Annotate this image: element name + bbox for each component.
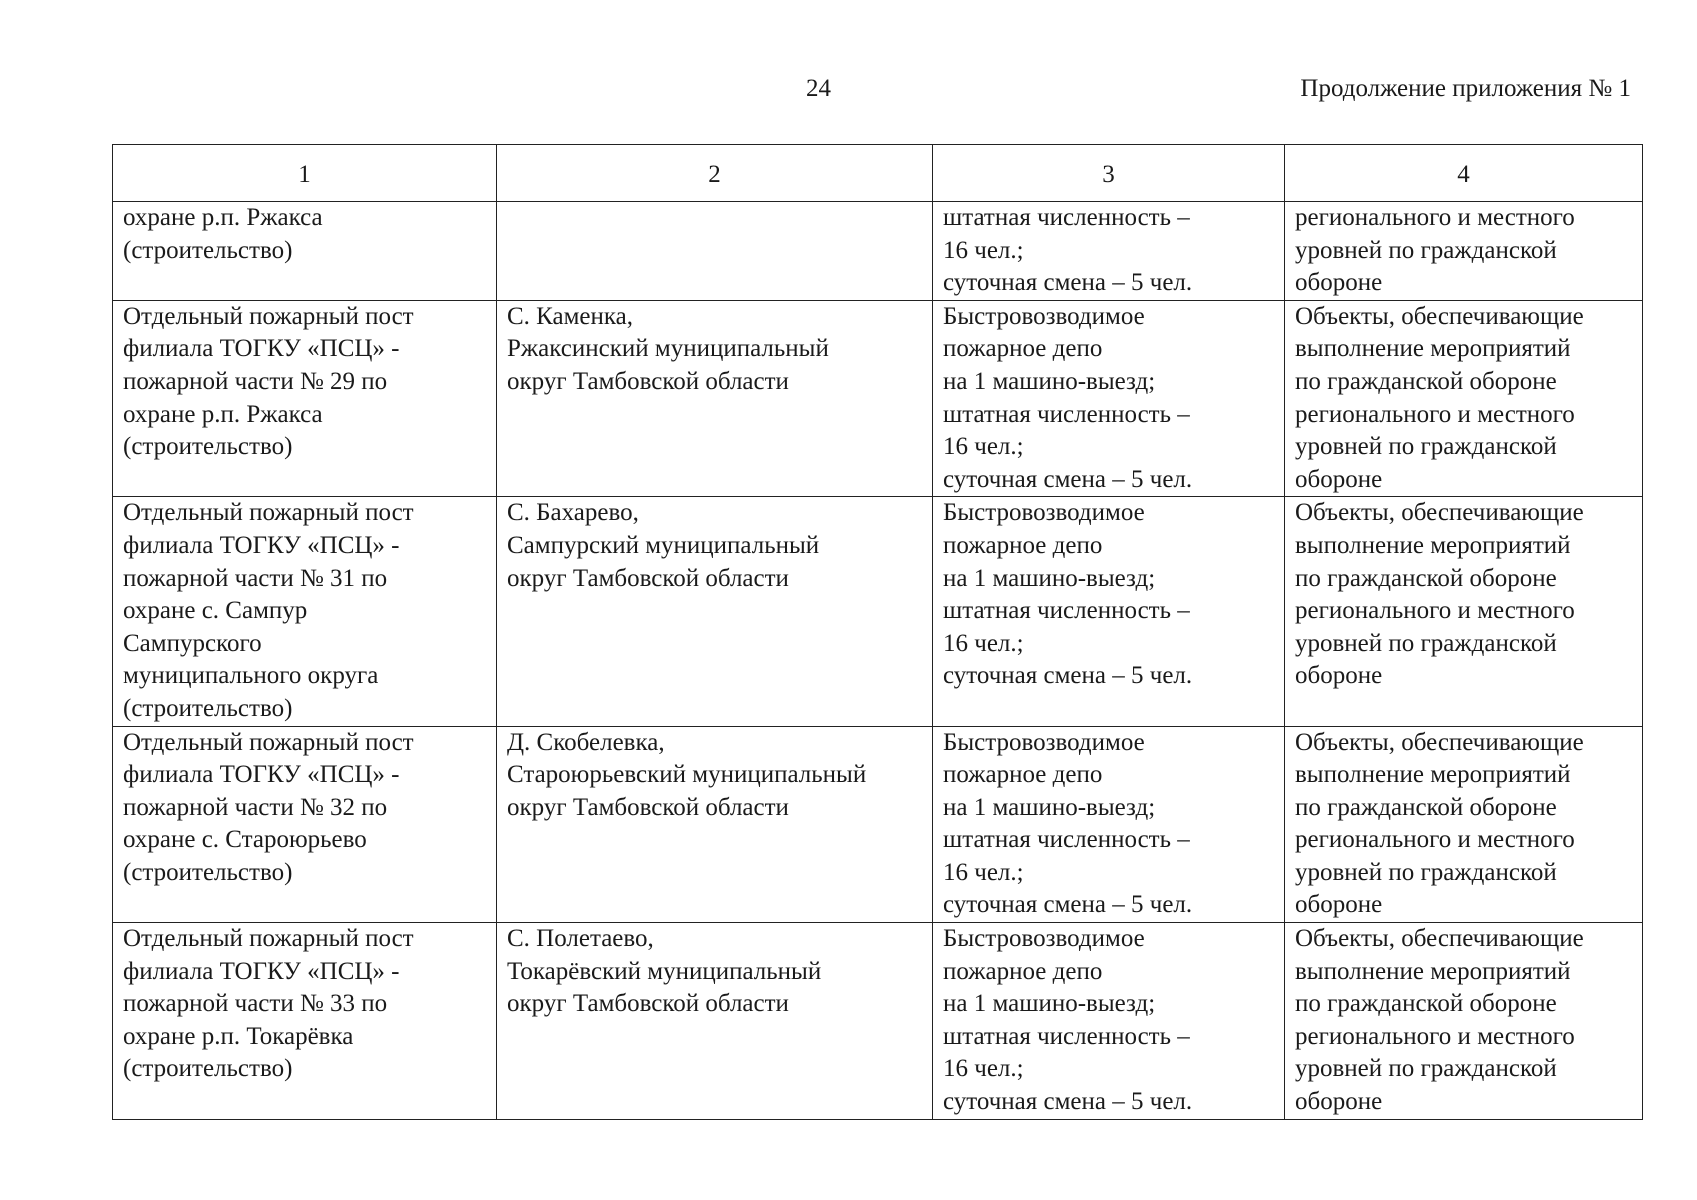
page-number: 24 — [806, 75, 831, 102]
cell-text-line: Объекты, обеспечивающие — [1295, 302, 1584, 330]
cell-text-line: выполнение мероприятий — [1295, 335, 1571, 363]
location-cell — [497, 726, 933, 923]
cell-text-line: выполнение мероприятий — [1295, 761, 1571, 789]
cell-text-line: на 1 машино-выезд; — [943, 367, 1156, 395]
purpose-cell — [1285, 497, 1643, 726]
cell-text-line: охране р.п. Токарёвка — [123, 1022, 354, 1050]
cell-text-line: обороне — [1295, 1088, 1383, 1116]
cell-text-line: (строительство) — [123, 433, 293, 461]
cell-text-line: (строительство) — [123, 1055, 293, 1083]
cell-text-line: штатная численность – — [943, 1022, 1190, 1050]
cell-text-line: Быстровозводимое — [943, 499, 1145, 527]
cell-text-line: Объекты, обеспечивающие — [1295, 925, 1584, 953]
cell-text-line: регионального и местного — [1295, 826, 1575, 854]
table-header-row — [113, 145, 1643, 202]
cell-text-line: С. Полетаево, — [507, 925, 654, 953]
cell-text-line: Объекты, обеспечивающие — [1295, 499, 1584, 527]
cell-text-line: Токарёвский муниципальный — [507, 957, 822, 985]
facility-cell — [113, 202, 497, 301]
cell-text-line: регионального и местного — [1295, 597, 1575, 625]
cell-text-line: выполнение мероприятий — [1295, 531, 1571, 559]
specification-cell — [933, 497, 1285, 726]
cell-text-line: по гражданской обороне — [1295, 793, 1557, 821]
cell-text-line: регионального и местного — [1295, 204, 1575, 231]
cell-text-line: Староюрьевский муниципальный — [507, 761, 867, 789]
cell-text-line: охране р.п. Ржакса — [123, 400, 323, 428]
cell-text-line: пожарной части № 29 по — [123, 367, 388, 395]
cell-text-line: С. Каменка, — [507, 302, 634, 330]
location-cell — [497, 300, 933, 497]
cell-text-line: филиала ТОГКУ «ПСЦ» - — [123, 761, 400, 789]
cell-text-line: уровней по гражданской — [1295, 629, 1557, 657]
cell-text-line: обороне — [1295, 662, 1383, 690]
cell-text-line: 16 чел.; — [943, 433, 1024, 461]
location-cell — [497, 923, 933, 1120]
table-body — [113, 202, 1643, 1120]
column-header-3: 3 — [933, 145, 1285, 202]
cell-text-line: 16 чел.; — [943, 858, 1024, 886]
facility-cell — [113, 300, 497, 497]
purpose-cell — [1285, 923, 1643, 1120]
cell-text-line: Отдельный пожарный пост — [123, 302, 414, 330]
cell-text-line: 16 чел.; — [943, 236, 1024, 264]
cell-text-line: уровней по гражданской — [1295, 858, 1557, 886]
cell-text-line: Отдельный пожарный пост — [123, 925, 414, 953]
cell-text-line: обороне — [1295, 269, 1383, 297]
continuation-caption: Продолжение приложения № 1 — [1300, 75, 1631, 102]
cell-text-line: пожарное депо — [943, 335, 1103, 363]
cell-text-line: Отдельный пожарный пост — [123, 728, 414, 756]
cell-text-line: пожарной части № 33 по — [123, 990, 388, 1018]
column-header-1: 1 — [113, 145, 497, 202]
cell-text-line: суточная смена – 5 чел. — [943, 662, 1193, 690]
table-row — [113, 300, 1643, 497]
cell-text-line: штатная численность – — [943, 204, 1190, 231]
cell-text-line: округ Тамбовской области — [507, 564, 789, 592]
purpose-cell — [1285, 202, 1643, 301]
cell-text-line: регионального и местного — [1295, 1022, 1575, 1050]
cell-text-line: на 1 машино-выезд; — [943, 564, 1156, 592]
location-cell — [497, 202, 933, 301]
cell-text-line: по гражданской обороне — [1295, 990, 1557, 1018]
cell-text-line: штатная численность – — [943, 826, 1190, 854]
table-row — [113, 726, 1643, 923]
cell-text-line: суточная смена – 5 чел. — [943, 891, 1193, 919]
cell-text-line: обороне — [1295, 891, 1383, 919]
cell-text-line: пожарное депо — [943, 761, 1103, 789]
cell-text-line: суточная смена – 5 чел. — [943, 465, 1193, 493]
cell-text-line: 16 чел.; — [943, 1055, 1024, 1083]
cell-text-line: филиала ТОГКУ «ПСЦ» - — [123, 335, 400, 363]
cell-text-line: на 1 машино-выезд; — [943, 793, 1156, 821]
cell-text-line: Д. Скобелевка, — [507, 728, 665, 756]
cell-text-line: уровней по гражданской — [1295, 433, 1557, 461]
cell-text-line: Отдельный пожарный пост — [123, 499, 414, 527]
table-row — [113, 923, 1643, 1120]
cell-text-line: округ Тамбовской области — [507, 990, 789, 1018]
location-cell — [497, 497, 933, 726]
cell-text-line: Сампурский муниципальный — [507, 531, 820, 559]
cell-text-line: округ Тамбовской области — [507, 793, 789, 821]
column-header-2: 2 — [497, 145, 933, 202]
table-row — [113, 497, 1643, 726]
cell-text-line: пожарной части № 32 по — [123, 793, 388, 821]
cell-text-line: округ Тамбовской области — [507, 367, 789, 395]
cell-text-line: (строительство) — [123, 858, 293, 886]
cell-text-line: пожарное депо — [943, 957, 1103, 985]
specification-cell — [933, 300, 1285, 497]
specification-cell — [933, 202, 1285, 301]
cell-text-line: охране р.п. Ржакса — [123, 204, 323, 231]
facility-cell — [113, 726, 497, 923]
table-row — [113, 202, 1643, 301]
cell-text-line: муниципального округа — [123, 662, 379, 690]
cell-text-line: пожарное депо — [943, 531, 1103, 559]
specification-cell — [933, 923, 1285, 1120]
cell-text-line: суточная смена – 5 чел. — [943, 1088, 1193, 1116]
cell-text-line: выполнение мероприятий — [1295, 957, 1571, 985]
purpose-cell — [1285, 726, 1643, 923]
cell-text-line: 16 чел.; — [943, 629, 1024, 657]
cell-text-line: регионального и местного — [1295, 400, 1575, 428]
cell-text-line: штатная численность – — [943, 597, 1190, 625]
purpose-cell — [1285, 300, 1643, 497]
cell-text-line: штатная численность – — [943, 400, 1190, 428]
cell-text-line: филиала ТОГКУ «ПСЦ» - — [123, 531, 400, 559]
facility-cell — [113, 923, 497, 1120]
appendix-table — [112, 144, 1643, 1120]
cell-text-line: по гражданской обороне — [1295, 367, 1557, 395]
cell-text-line: филиала ТОГКУ «ПСЦ» - — [123, 957, 400, 985]
cell-text-line: охране с. Староюрьево — [123, 826, 367, 854]
cell-text-line: на 1 машино-выезд; — [943, 990, 1156, 1018]
cell-text-line: Быстровозводимое — [943, 728, 1145, 756]
cell-text-line: Объекты, обеспечивающие — [1295, 728, 1584, 756]
cell-text-line: уровней по гражданской — [1295, 236, 1557, 264]
cell-text-line: охране с. Сампур — [123, 597, 308, 625]
cell-text-line: С. Бахарево, — [507, 499, 639, 527]
cell-text-line: Сампурского — [123, 629, 262, 657]
cell-text-line: по гражданской обороне — [1295, 564, 1557, 592]
cell-text-line: пожарной части № 31 по — [123, 564, 388, 592]
cell-text-line: Ржаксинский муниципальный — [507, 335, 829, 363]
cell-text-line: уровней по гражданской — [1295, 1055, 1557, 1083]
cell-text-line: суточная смена – 5 чел. — [943, 269, 1193, 297]
cell-text-line: обороне — [1295, 465, 1383, 493]
cell-text-line: (строительство) — [123, 236, 293, 264]
cell-text-line: Быстровозводимое — [943, 925, 1145, 953]
cell-text-line: (строительство) — [123, 694, 293, 722]
cell-text-line: Быстровозводимое — [943, 302, 1145, 330]
column-header-4: 4 — [1285, 145, 1643, 202]
specification-cell — [933, 726, 1285, 923]
facility-cell — [113, 497, 497, 726]
